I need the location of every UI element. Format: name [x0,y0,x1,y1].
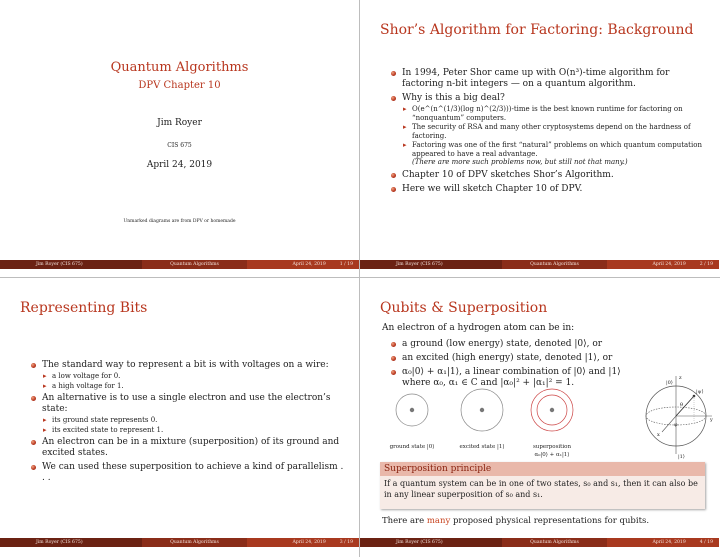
closing-pre: There are [382,516,425,526]
bloch-one-label: |1⟩ [678,454,685,460]
slide1-subtitle: DPV Chapter 10 [138,80,221,91]
footer-page: 2 / 19 [699,262,714,267]
slide3-sub-1 [42,372,348,390]
slide4-bullet-3: α₀|0⟩ + α₁|1⟩, a linear combination of |0⟩ and |1⟩ where α₀, α₁ ∈ C and |α₀|² + |α₁|² = 1. [390,367,640,389]
slide2-sub-1: ▸ O(e^(n^(1/3)(log n)^(2/3)))-time is the best known runtime for factoring on “nonquantum” computers. [402,105,710,122]
box-title: Superposition principle [380,462,705,476]
footer-title: Quantum Algorithms [142,260,248,269]
slide2-sub-3 [402,141,710,167]
footer-author: Jim Royer (CIS 675) [360,538,502,547]
bloch-zero-label: |0⟩ [666,380,673,386]
slide3-sub-2 [42,416,348,434]
slide3-footer [0,538,359,547]
footer-date: April 24, 2019 [292,540,326,545]
slide2-bullet-2 [390,93,710,167]
slide2-footer [360,260,719,269]
footer-page: 1 / 19 [339,262,354,267]
slide2-sub-3-text: Factoring was one of the first “natural” problems on which quantum computation appeared to have a real advantage. [412,141,702,158]
slide-2[interactable] [360,0,719,277]
slide3-sub-2b: ▸ its excited state to represent 1. [42,426,348,435]
slide3-bullet-4: We can used these superposition to achieve a kind of parallelism . . . [30,462,348,484]
slide-1[interactable] [0,0,359,277]
slide4-bullet-2: an excited (high energy) state, denoted |1⟩, or [390,353,640,364]
box-body: If a quantum system can be in one of two states, s₀ and s₁, then it can also be in any linear superposition of s₀ and s₁. [380,476,705,509]
footer-title: Quantum Algorithms [142,538,248,547]
excited-state-atom [461,389,503,431]
slide-3[interactable] [0,278,359,555]
slide3-bullet-2-text: An alternative is to use a single electron and use the electron’s state: [42,393,331,414]
slide4-closing [382,516,649,526]
superposition-label: superposition [532,444,572,450]
footer-title: Quantum Algorithms [502,538,608,547]
footer-author: Jim Royer (CIS 675) [0,538,142,547]
slide-4[interactable] [360,278,719,555]
footer-date: April 24, 2019 [652,262,686,267]
footer-title: Quantum Algorithms [502,260,608,269]
slide4-intro: An electron of a hydrogen atom can be in: [382,323,575,333]
slide3-sub-1b: ▸ a high voltage for 1. [42,382,348,391]
slide1-footer [0,260,359,269]
slide4-bullet-1: a ground (low energy) state, denoted |0⟩, or [390,339,640,350]
slide2-bullets [390,68,710,198]
excited-state-label: excited state |1⟩ [459,444,505,450]
bloch-y-label: y [710,417,713,423]
slide2-title: Shor’s Algorithm for Factoring: Background [380,22,694,38]
bloch-x-label: x [657,432,660,438]
slide2-subbullets [402,105,710,167]
slide4-title: Qubits & Superposition [380,300,548,316]
footer-right [247,538,359,547]
slide3-bullet-1 [30,360,348,390]
closing-post: proposed physical representations for qubits. [452,516,650,526]
slide2-bullet-1: In 1994, Peter Shor came up with O(n³)-time algorithm for factoring n-bit integers — on a quantum algorithm. [390,68,710,90]
slide3-bullet-3: An electron can be in a mixture (superposition) of its ground and excited states. [30,437,348,459]
slide1-note: Unmarked diagrams are from DPV or homemade [123,219,236,224]
slide1-title: Quantum Algorithms [110,60,249,75]
footer-page: 4 / 19 [699,540,714,545]
footer-author: Jim Royer (CIS 675) [0,260,142,269]
footer-right [607,538,719,547]
slide4-footer [360,538,719,547]
slide2-sub-3-note: (There are more such problems now, but still not that many.) [412,158,628,166]
slide3-sub-1a: ▸ a low voltage for 0. [42,372,348,381]
footer-date: April 24, 2019 [292,262,326,267]
slide2-bullet-4: Here we will sketch Chapter 10 of DPV. [390,184,710,195]
slide3-sub-2a: ▸ its ground state represents 0. [42,416,348,425]
ground-state-atom [396,394,428,426]
footer-date: April 24, 2019 [652,540,686,545]
slide4-bullets [390,339,640,392]
superposition-expr: α₀|0⟩ + α₁|1⟩ [534,452,570,458]
slide3-bullet-1-text: The standard way to represent a bit is with voltages on a wire: [42,360,329,370]
slide3-bullets [30,360,348,487]
slide2-bullet-2-text: Why is this a big deal? [402,93,505,103]
bloch-phi-label: φ [674,422,678,428]
footer-author: Jim Royer (CIS 675) [360,260,502,269]
slide3-bullet-2 [30,393,348,434]
bloch-psi-label: |ψ⟩ [696,389,704,395]
slide1-course: CIS 675 [167,142,192,149]
superposition-atom [531,389,573,431]
slide2-sub-2: ▸ The security of RSA and many other cryptosystems depend on the hardness of factoring. [402,123,710,140]
atom-diagrams [382,388,582,466]
bloch-theta-label: θ [680,402,684,408]
slide2-bullet-3: Chapter 10 of DPV sketches Shor’s Algorithm. [390,170,710,181]
footer-right [607,260,719,269]
bloch-z-label: z [679,375,682,381]
slide1-author: Jim Royer [157,118,202,128]
slide3-title: Representing Bits [20,300,148,316]
slide1-date: April 24, 2019 [146,160,213,170]
closing-emphasis: many [426,516,451,526]
superposition-principle-box [380,462,705,509]
footer-right [247,260,359,269]
ground-state-label: ground state |0⟩ [389,444,435,450]
bloch-sphere [636,370,716,460]
footer-page: 3 / 19 [339,540,354,545]
